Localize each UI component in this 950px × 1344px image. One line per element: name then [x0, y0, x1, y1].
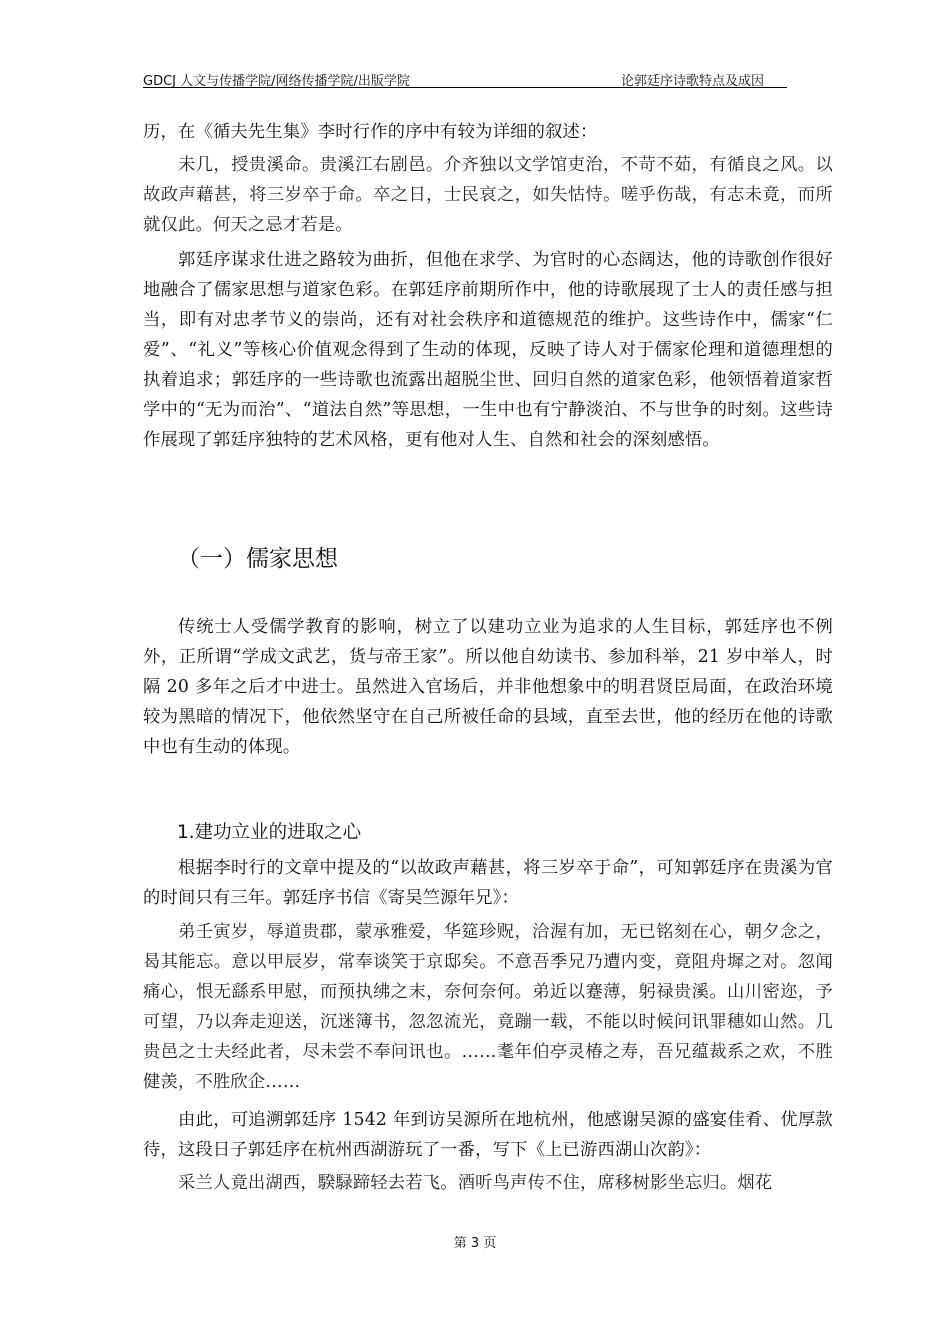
quote-poem: 采兰人竟出湖西，騤騄蹄轻去若飞。酒听鸟声传不住，席移树影坐忘归。烟花	[178, 1173, 773, 1193]
quote-letter: 弟壬寅岁，辱道贵郡，蒙承雅爱，华筵珍贶，洽渥有加，无已铭刻在心，朝夕念之，曷其能忘。意以甲辰岁，常奉谈笑于京邸矣。不意吾季兄乃遭内变，竟阻舟墀之对。忽闻痛心，恨无繇系甲慰，而预执绋之末，奈何奈何。弟近以蹇薄，躬禄贵溪。山川密迩，予可望，乃以奔走迎送，沉迷簿书，忽忽流光，竟蹦一载，不能以时候问讯罪穗如山然。几贵邑之士夫经此者，尽未尝不奉问讯也。……耄年伯亭灵椿之寿，吾兄蕴裁系之欢，不胜健羡，不胜欣企……	[143, 922, 833, 1092]
subsection-heading: 1.建功立业的进取之心	[177, 822, 362, 843]
header-left-title: GDCJ 人文与传播学院/网络传播学院/出版学院	[143, 74, 410, 89]
section-heading: （一）儒家思想	[177, 546, 338, 572]
paragraph-overview: 郭廷序谋求仕进之路较为曲折，但他在求学、为官时的心态阔达，他的诗歌创作很好地融合了儒家思想与道家色彩。在郭廷序前期所作中，他的诗歌展现了士人的责任感与担当，即有对忠孝节义的崇尚，还有对社会秩序和道德规范的维护。这些诗作中，儒家“仁爱”、“礼义”等核心价值观念得到了生动的体现，反映了诗人对于儒家伦理和道德理想的执着追求；郭廷序的一些诗歌也流露出超脱尘世、回归自然的道家色彩，他领悟着道家哲学中的“无为而治”、“道法自然”等思想，一生中也有宁静淡泊、不与世争的时刻。这些诗作展现了郭廷序独特的艺术风格，更有他对人生、自然和社会的深刻感悟。	[143, 250, 833, 450]
header-divider	[143, 87, 787, 88]
page-number: 第 3 页	[453, 1236, 497, 1251]
paragraph-guixi: 根据李时行的文章中提及的“以故政声藉甚，将三岁卒于命”，可知郭廷序在贵溪为官的时间只有三年。郭廷序书信《寄吴竺源年兄》：	[143, 858, 833, 908]
paragraph-hangzhou: 由此，可追溯郭廷序 1542 年到访吴源所在地杭州，他感谢吴源的盛宴佳肴、优厚款待，这段日子郭廷序在杭州西湖游玩了一番，写下《上已游西湖山次韵》：	[143, 1110, 833, 1160]
quote-li-shixing: 未几，授贵溪命。贵溪江右剧邑。介齐独以文学馆吏治，不苛不茹，有循良之风。以故政声藉甚，将三岁卒于命。卒之日，士民哀之，如失怙恃。嗟乎伤哉，有志未竟，而所就仅此。何天之忌才若是。	[143, 155, 833, 235]
header-right-title: 论郭廷序诗歌特点及成因	[621, 74, 765, 89]
paragraph-confucian: 传统士人受儒学教育的影响，树立了以建功立业为追求的人生目标，郭廷序也不例外，正所谓“学成文武艺，货与帝王家”。所以他自幼读书、参加科举，21 岁中举人，时隔 20 多年之后才中进士。虽然进入官场后，并非他想象中的明君贤臣局面，在政治环境较为黑暗的情况下，他依然坚守在自己所被任命的县域，直至去世，他的经历在他的诗歌中也有生动的体现。	[143, 617, 833, 757]
paragraph-intro: 历，在《循夫先生集》李时行作的序中有较为详细的叙述：	[143, 122, 598, 142]
